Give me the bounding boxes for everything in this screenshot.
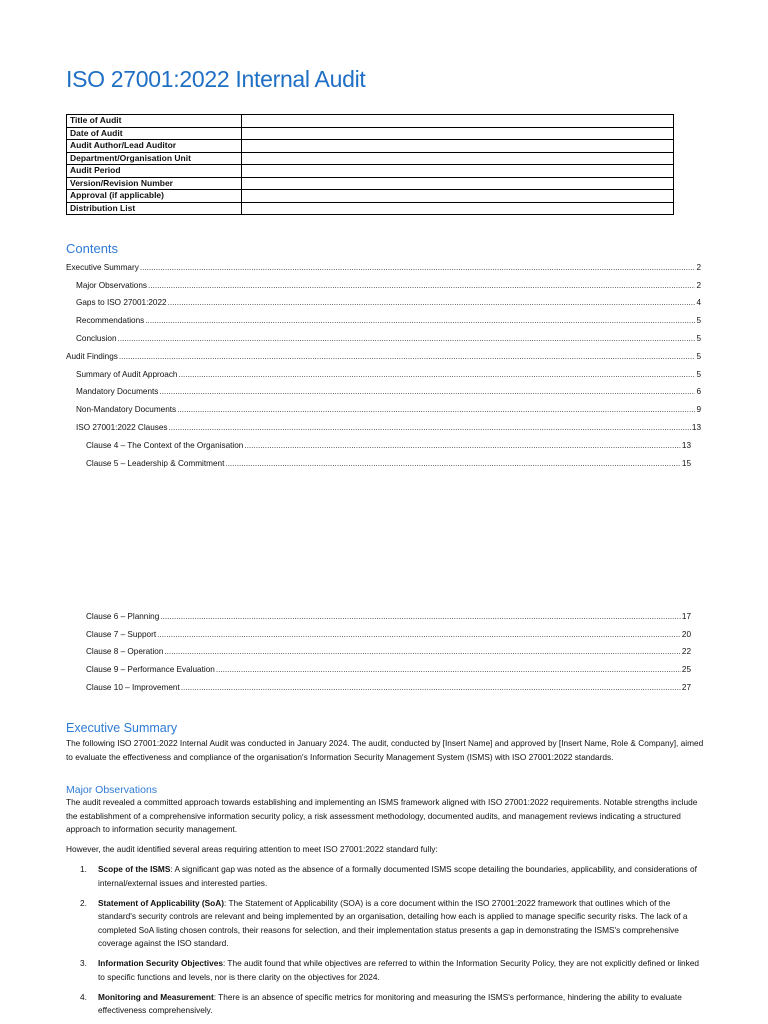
audit-info-label: Approval (if applicable) <box>67 190 242 203</box>
toc-page-number: 5 <box>696 352 701 361</box>
toc-entry[interactable] <box>76 280 701 291</box>
observation-text: : The audit found that while objectives are referred to within the Information Security Policy, they are not explicitly defined or linked to specific functions and levels, nor is there clarity on the objectives for 2024. <box>98 958 700 982</box>
audit-info-value[interactable] <box>242 140 674 153</box>
toc-page-number: 5 <box>696 316 701 325</box>
toc-entry-label: Clause 7 – Support <box>86 629 157 639</box>
toc-entry[interactable] <box>76 315 701 326</box>
toc-entry-label: Major Observations <box>76 280 147 290</box>
toc-entry-label: Clause 8 – Operation <box>86 647 164 656</box>
observation-text: : A significant gap was noted as the absence of a formally documented ISMS scope detailing the boundaries, applicability, and considerations of internal/external issues and interested parties. <box>98 864 697 888</box>
toc-page-number: 17 <box>681 612 691 621</box>
toc-leader-dots <box>168 297 696 308</box>
observations-list <box>80 863 706 1024</box>
toc-entry[interactable] <box>76 404 701 415</box>
major-observations-heading: Major Observations <box>66 784 158 796</box>
observation-item <box>80 957 706 984</box>
toc-page-number: 22 <box>681 647 691 656</box>
audit-info-row <box>67 152 674 165</box>
toc-entry[interactable] <box>86 629 691 640</box>
audit-info-label: Distribution List <box>67 202 242 215</box>
toc-leader-dots <box>145 315 695 326</box>
toc-page-number: 2 <box>696 280 701 290</box>
toc-leader-dots <box>160 611 681 622</box>
toc-leader-dots <box>216 664 681 675</box>
toc-leader-dots <box>157 629 681 640</box>
observation-item <box>80 991 706 1018</box>
toc-leader-dots <box>148 280 695 291</box>
toc-entry[interactable] <box>86 440 691 451</box>
audit-info-row <box>67 190 674 203</box>
audit-info-label: Audit Period <box>67 165 242 178</box>
toc-page-number: 5 <box>696 334 701 343</box>
toc-entry-label: Clause 10 – Improvement <box>86 683 180 692</box>
toc-page-number: 6 <box>696 387 701 396</box>
toc-entry[interactable] <box>86 664 691 675</box>
observation-term: Information Security Objectives <box>98 958 223 968</box>
toc-leader-dots <box>179 369 696 380</box>
toc-entry-label: Gaps to ISO 27001:2022 <box>76 298 167 307</box>
toc-entry[interactable] <box>86 646 691 657</box>
audit-info-label: Date of Audit <box>67 127 242 140</box>
toc-leader-dots <box>181 682 681 693</box>
toc-entry[interactable] <box>66 351 701 362</box>
audit-info-value[interactable] <box>242 190 674 203</box>
toc-entry[interactable] <box>86 611 691 622</box>
audit-info-value[interactable] <box>242 115 674 128</box>
audit-info-label: Audit Author/Lead Auditor <box>67 140 242 153</box>
observation-term: Monitoring and Measurement <box>98 991 214 1002</box>
toc-entry[interactable] <box>66 262 701 273</box>
toc-page-number: 5 <box>696 369 701 379</box>
toc-entry[interactable] <box>76 386 701 397</box>
toc-leader-dots <box>244 440 681 451</box>
observation-item <box>80 897 706 951</box>
audit-info-row <box>67 165 674 178</box>
observation-term: Scope of the ISMS <box>98 864 171 874</box>
toc-entry[interactable] <box>86 458 691 469</box>
toc-page-number: 9 <box>696 405 701 414</box>
toc-entry-label: Non-Mandatory Documents <box>76 405 177 414</box>
toc-page-number: 4 <box>696 298 701 307</box>
audit-info-value[interactable] <box>242 202 674 215</box>
audit-info-value[interactable] <box>242 165 674 178</box>
toc-entry[interactable] <box>76 297 701 308</box>
contents-heading: Contents <box>66 241 119 256</box>
toc-entry-label: Mandatory Documents <box>76 387 159 396</box>
toc-entry-label: ISO 27001:2022 Clauses <box>76 423 168 432</box>
toc-entry-label: Recommendations <box>76 316 145 325</box>
executive-summary-intro: The following ISO 27001:2022 Internal Audit was conducted in January 2024. The audit, conducted by [Insert Name] and approved by [Insert Name, Role & Company], aimed to evaluate the effectiveness and compliance of the organisation's Information Security Management System (ISMS) with ISO 27001:2022 standards. <box>66 738 704 762</box>
audit-info-table <box>66 114 674 215</box>
toc-leader-dots <box>140 262 696 273</box>
toc-leader-dots <box>169 422 691 433</box>
executive-summary-heading: Executive Summary <box>66 721 178 735</box>
toc-leader-dots <box>159 386 695 397</box>
toc-page-number: 25 <box>681 665 691 674</box>
toc-page-number: 13 <box>681 440 691 450</box>
audit-info-row <box>67 177 674 190</box>
observation-number: 2. <box>80 897 87 908</box>
observation-number: 1. <box>80 864 87 874</box>
toc-entry-label: Clause 6 – Planning <box>86 612 160 621</box>
toc-entry-label: Conclusion <box>76 334 117 343</box>
toc-entry-label: Executive Summary <box>66 263 139 272</box>
audit-info-row <box>67 202 674 215</box>
audit-info-row <box>67 127 674 140</box>
toc-entry[interactable] <box>76 333 701 344</box>
toc-entry-label: Clause 4 – The Context of the Organisation <box>86 440 244 450</box>
toc-leader-dots <box>118 333 696 344</box>
toc-entry-label: Audit Findings <box>66 352 118 361</box>
major-observations-paragraph: The audit revealed a committed approach towards establishing and implementing an ISMS framework aligned with ISO 27001:2022 requirements. Notable strengths include the establishment of a comprehensive information security policy, a risk assessment methodology, documented audits, and management reviews indicating a structured approach to information security management. <box>66 797 698 834</box>
major-observations-intro-list: However, the audit identified several areas requiring attention to meet ISO 27001:2022 standard fully: <box>66 844 438 854</box>
toc-leader-dots <box>119 351 696 362</box>
toc-page-number: 27 <box>681 683 691 692</box>
audit-info-value[interactable] <box>242 177 674 190</box>
toc-leader-dots <box>225 458 681 469</box>
observation-item <box>80 863 706 890</box>
toc-entry[interactable] <box>76 422 701 433</box>
toc-entry[interactable] <box>76 369 701 380</box>
observation-number: 3. <box>80 958 87 968</box>
toc-entry[interactable] <box>86 682 691 693</box>
toc-leader-dots <box>177 404 695 415</box>
toc-page-number: 20 <box>681 629 691 639</box>
toc-page-number: 13 <box>691 423 701 432</box>
toc-entry-label: Summary of Audit Approach <box>76 369 178 379</box>
audit-info-row <box>67 140 674 153</box>
toc-entry-label: Clause 9 – Performance Evaluation <box>86 665 215 674</box>
audit-info-label: Version/Revision Number <box>67 177 242 190</box>
audit-info-value[interactable] <box>242 152 674 165</box>
observation-text: : The Statement of Applicability (SOA) is a core document within the ISO 27001:2022 framework that outlines which of the standard's security controls are relevant and being implemented by an organisation, detailing how each is applied to manage specific security risks. The lack of a completed SoA listing chosen controls, their reasons for selection, and their implementation status presents a gap in demonstrating the ISMS's comprehensive coverage against the ISO standard. <box>98 897 688 948</box>
audit-info-value[interactable] <box>242 127 674 140</box>
toc-entry-label: Clause 5 – Leadership & Commitment <box>86 458 225 468</box>
observation-term: Statement of Applicability (SoA) <box>98 897 224 908</box>
audit-info-label: Title of Audit <box>67 115 242 128</box>
toc-page-number: 15 <box>681 458 691 468</box>
audit-info-label: Department/Organisation Unit <box>67 152 242 165</box>
toc-leader-dots <box>164 646 681 657</box>
toc-page-number: 2 <box>696 263 701 272</box>
observation-number: 4. <box>80 991 87 1002</box>
observation-text: : There is an absence of specific metrics for monitoring and measuring the ISMS's performance, hindering the ability to evaluate effectiveness comprehensively. <box>98 991 682 1015</box>
document-title: ISO 27001:2022 Internal Audit <box>66 66 366 92</box>
audit-info-row <box>67 115 674 128</box>
